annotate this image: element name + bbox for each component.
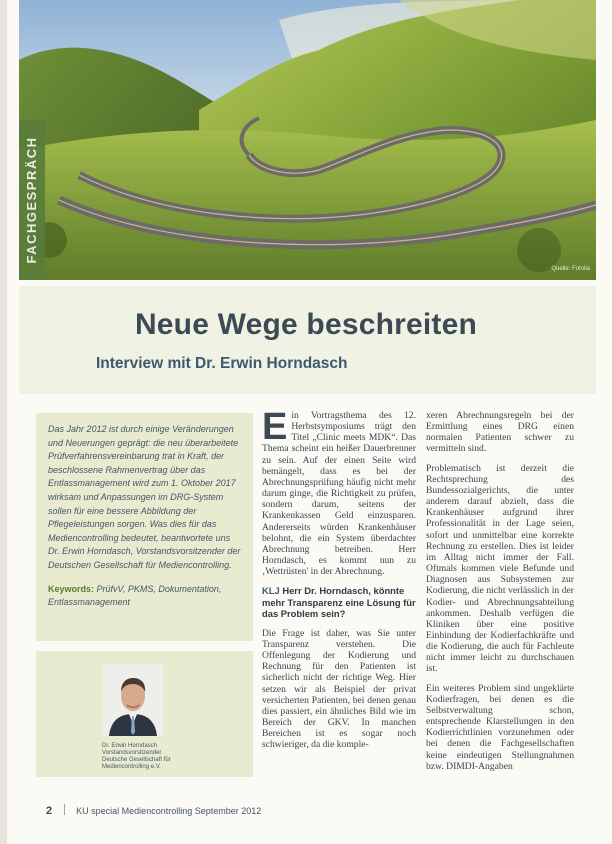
- page-number: 2: [46, 805, 53, 817]
- paragraph: Ein weiteres Problem sind ungeklärte Kodierfragen, bei denen es die Selbstverwaltung schon, entsprechende Klarstellungen in den Kodierrichtlinien vorzunehmen oder bei denen die Fachgesellschaften keine eindeutigen Stellungnahmen bzw. DIMDI-Angaben: [426, 682, 574, 772]
- caption-line: Mediencontrolling e.V.: [102, 764, 161, 770]
- paragraph-text: in Vortragsthema des 12. Herbstsymposiums trägt den Titel „Clinic meets MDK“. Das Thema scheint ein heißer Dauerbrenner zu sein. Auf der einen Seite wird bemängelt, dass es bei der Abrechnungsprüfung häufig nicht mehr darum ginge, die Richtigkeit zu prüfen, sondern darum, seitens der Krankenkassen Geld einzusparen. Andererseits würden Krankenhäuser belohnt, die ein System überdachter Abrechnung betreiben. Herr Horndasch, es kommt nun zu ‚Wettrüsten' in der Abrechnung.: [262, 410, 416, 578]
- footer-divider: [64, 804, 65, 815]
- paragraph: Problematisch ist derzeit die Rechtsprechung des Bundessozialgerichts, die unter anderem darauf abzielt, dass die Krankenhäuser aufgrund ihrer Professionalität in der Lage seien, sofort und unmittelbar eine korrekte Rechnung zu erstellen. Dies ist leider im Alltag nicht immer der Fall. Oftmals kommen viele Befunde und Diagnosen aus Subsystemen zur Kodierung, die nicht verlässlich in der Kodier- und Abrechnungsabteilung ankommen. Deshalb verfügen die Kliniken über eine positive Einbindung der Kodierfachkräfte und die Kodierung, die auch für Fachleute nicht immer leicht zu durchschauen ist.: [426, 462, 574, 675]
- article-title: Neue Wege beschreiten: [134, 308, 478, 341]
- article-column-2: [426, 410, 574, 780]
- article-column-1: [262, 406, 416, 759]
- publication-name: KU special Mediencontrolling September 2012: [76, 806, 262, 816]
- caption-line: Deutsche Gesellschaft für: [102, 757, 171, 763]
- question-text: Herr Dr. Horndasch, könnte mehr Transparenz eine Lösung für das Problem sein?: [262, 585, 416, 620]
- keywords-text: PrüfvV, PKMS, Dokumentation, Entlassmanagement: [48, 583, 222, 608]
- caption-line: Vorstandsvorsitzender: [102, 750, 162, 756]
- drop-cap: E: [262, 406, 288, 448]
- portrait-caption: [102, 743, 212, 771]
- page-footer: [46, 804, 261, 817]
- paragraph: Die Frage ist daher, was Sie unter Transparenz verstehen. Die Offenlegung der Kodierung und Rechnung für den Patienten ist sicherlich nicht der richtige Weg. Hier setzen wir als Beispiel der privat versicherten Patienten, bei denen genau dies passiert, ein ähnliches Bild wie im Bereich der GKV. In manchen Bereichen ist es sogar noch schwieriger, da die komple-: [262, 627, 416, 751]
- caption-line: Dr. Erwin Horndasch: [102, 743, 158, 749]
- portrait-box: [36, 651, 253, 777]
- keywords: [48, 583, 243, 610]
- section-tab: [19, 120, 45, 280]
- article-subtitle: Interview mit Dr. Erwin Horndasch: [96, 355, 348, 372]
- section-label: FACHGESPRÄCH: [24, 136, 39, 264]
- interview-question: [262, 585, 416, 620]
- photo-credit: Quelle: Fotolia: [551, 266, 590, 272]
- hero-image: [19, 0, 596, 280]
- portrait-photo: [103, 664, 163, 736]
- intro-text: Das Jahr 2012 ist durch einige Veränderungen und Neuerungen geprägt: die neu überarbeitete Prüfverfahrensvereinbarung trat in Kraft, der beschlossene Rahmenvertrag über das Entlassmanagement wird zum 1. Oktober 2017 wirksam und Anpassungen im DRG-System sollen für eine bessere Abbildung der Pflegeleistungen sorgen. Was dies für das Mediencontrolling bedeutet, beantwortete uns Dr. Erwin Horndasch, Vorstandsvorsitzender der Deutschen Gesellschaft für Mediencontrolling.: [48, 424, 241, 570]
- paragraph: xeren Abrechnungsregeln bei der Ermittlung eines DRG einen normalen Patienten schwer zu vermitteln sind.: [426, 410, 574, 455]
- intro-box: [36, 413, 253, 641]
- page-binding-edge: [0, 0, 7, 844]
- keywords-label: Keywords:: [48, 583, 95, 594]
- question-tag: KLJ: [262, 585, 280, 597]
- paragraph: [262, 406, 416, 578]
